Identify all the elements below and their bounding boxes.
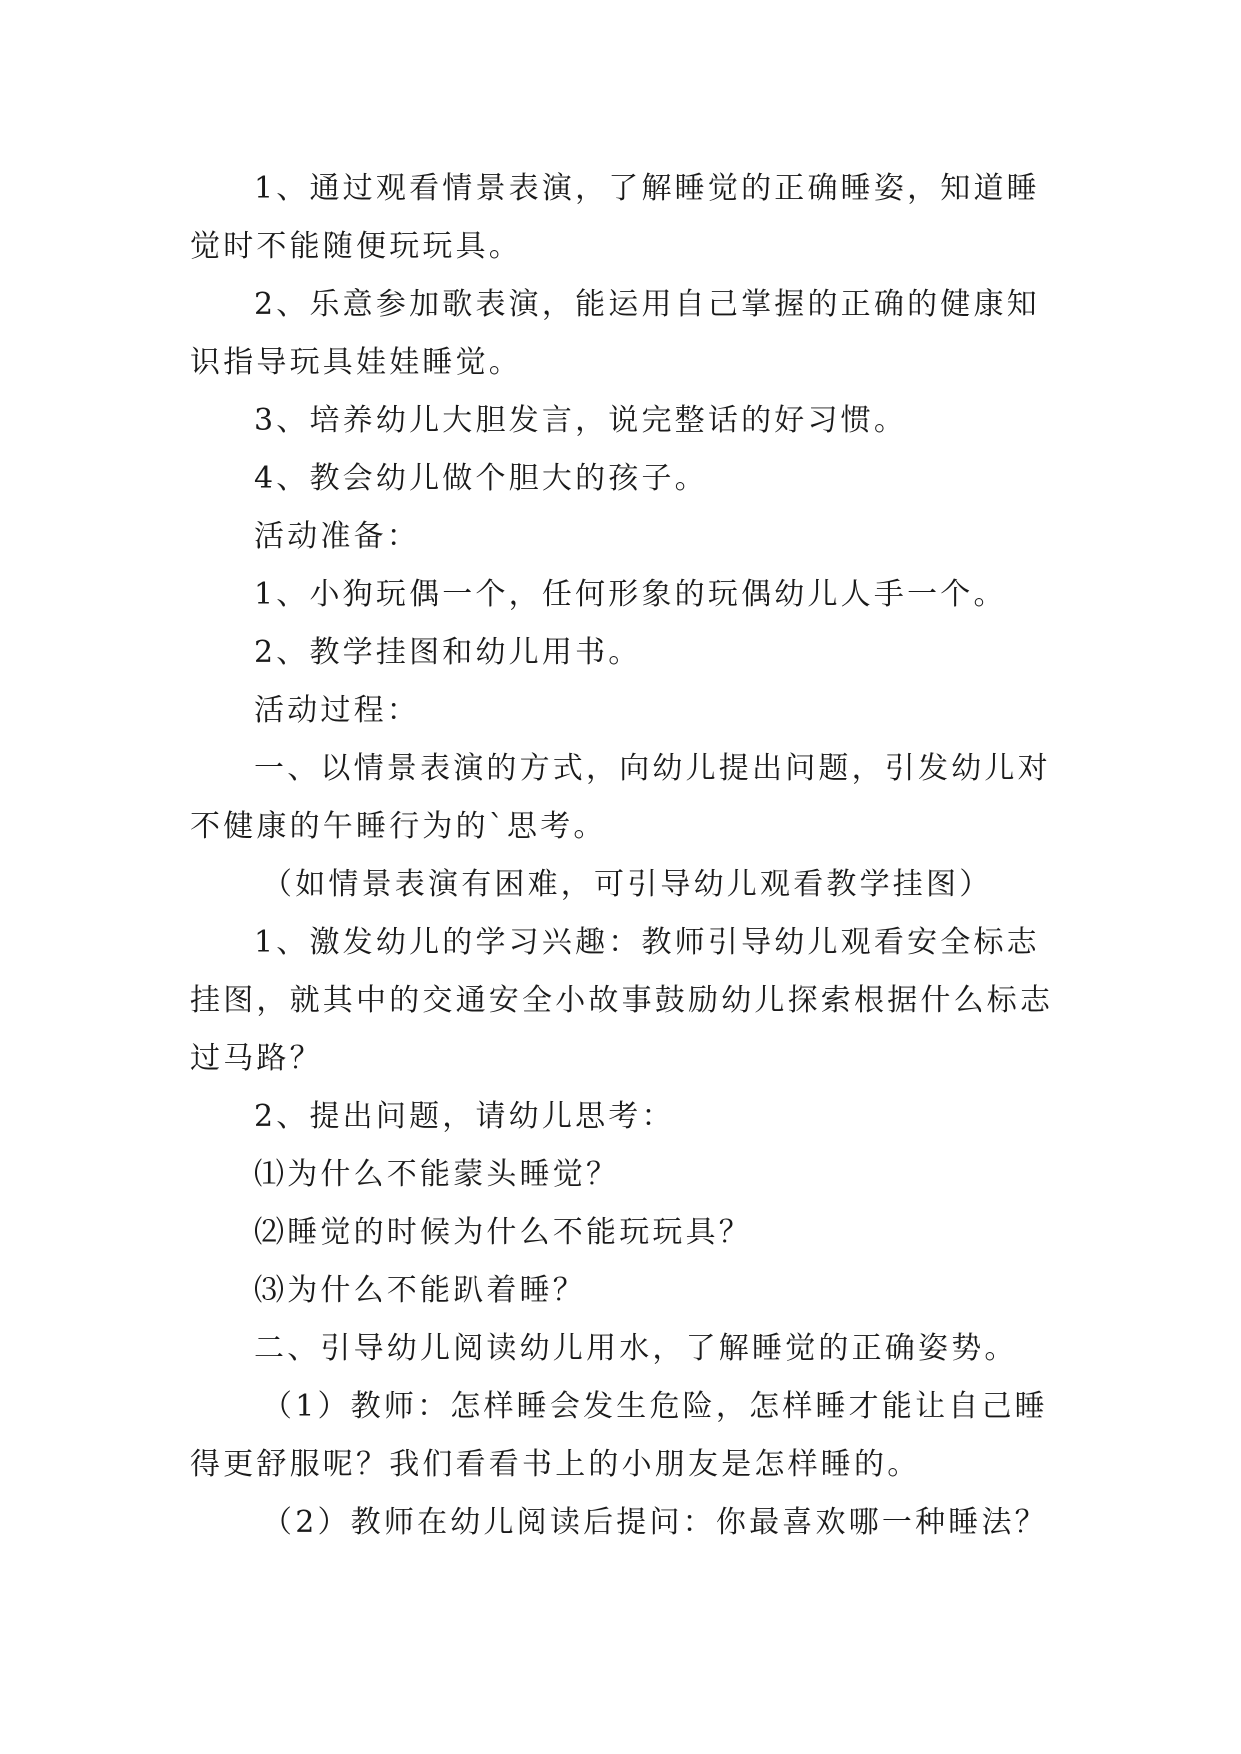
paragraph-prep-1: 1、小狗玩偶一个，任何形象的玩偶幼儿人手一个。 (254, 577, 1007, 612)
paragraph-process-2: 二、引导幼儿阅读幼儿用水，了解睡觉的正确姿势。 (254, 1331, 1018, 1366)
paragraph-step-1: 1、激发幼儿的学习兴趣：教师引导幼儿观看安全标志挂图，就其中的交通安全小故事鼓励幼儿探索根据什么标志过马路？ (190, 925, 1054, 1076)
paragraph-question-1: ⑴为什么不能蒙头睡觉？ (254, 1157, 620, 1192)
paragraph-note: （如情景表演有困难，可引导幼儿观看教学挂图） (262, 867, 993, 902)
paragraph-teacher-2: （2）教师在幼儿阅读后提问：你最喜欢哪一种睡法？ (262, 1505, 1048, 1540)
heading-process: 活动过程： (254, 693, 420, 728)
paragraph-question-3: ⑶为什么不能趴着睡？ (254, 1273, 586, 1308)
paragraph-goal-2: 2、乐意参加歌表演，能运用自己掌握的正确的健康知识指导玩具娃娃睡觉。 (190, 287, 1040, 380)
paragraph-process-1: 一、以情景表演的方式，向幼儿提出问题，引发幼儿对不健康的午睡行为的`思考。 (190, 751, 1051, 844)
heading-preparation: 活动准备： (254, 519, 420, 554)
paragraph-goal-1: 1、通过观看情景表演，了解睡觉的正确睡姿，知道睡觉时不能随便玩玩具。 (190, 171, 1040, 264)
paragraph-goal-3: 3、培养幼儿大胆发言，说完整话的好习惯。 (254, 403, 908, 438)
paragraph-question-2: ⑵睡觉的时候为什么不能玩玩具？ (254, 1215, 752, 1250)
document-body (190, 160, 1056, 1552)
paragraph-teacher-1: （1）教师：怎样睡会发生危险，怎样睡才能让自己睡得更舒服呢？我们看看书上的小朋友是怎样睡的。 (190, 1389, 1048, 1482)
paragraph-step-2: 2、提出问题，请幼儿思考： (254, 1099, 675, 1134)
paragraph-goal-4: 4、教会幼儿做个胆大的孩子。 (254, 461, 708, 496)
paragraph-prep-2: 2、教学挂图和幼儿用书。 (254, 635, 642, 670)
